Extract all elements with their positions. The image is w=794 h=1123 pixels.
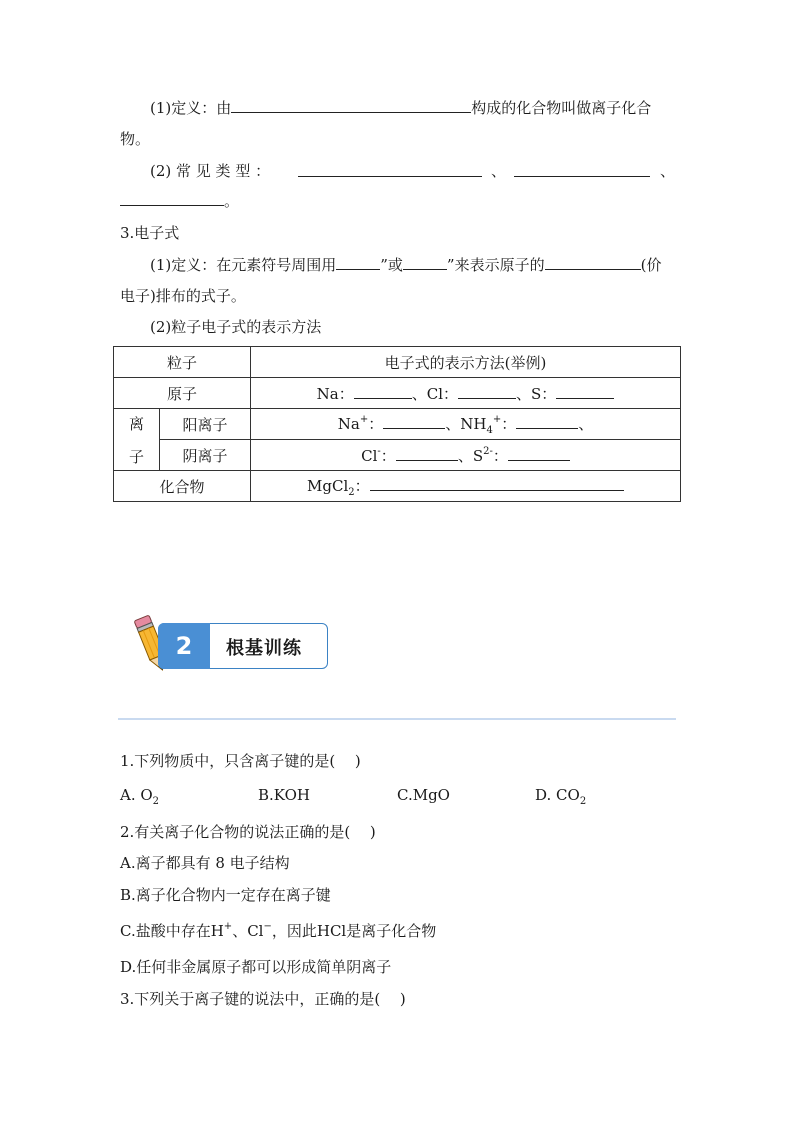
row-label: 原子 [114,378,251,409]
banner-title: 根基训练 [226,638,302,659]
answer-blank[interactable] [120,191,224,206]
question-stem: 2.有关离子化合物的说法正确的是( ) [120,823,376,841]
table-row [114,471,681,502]
table-cell: Na： 、Cl： 、S： [251,378,681,409]
subheading: (2)粒子电子式的表示方法 [150,318,322,336]
option-a[interactable]: A. $O_2$ [120,786,160,807]
answer-blank[interactable] [396,446,458,461]
option-d[interactable]: D.任何非金属原子都可以形成简单阴离子 [120,958,392,976]
section-heading: 3.电子式 [120,224,180,242]
answer-blank[interactable] [458,384,516,399]
table-cell: Na+： 、$NH_4^+$： 、 [251,409,681,440]
option-d[interactable]: D. $CO_2$ [535,786,587,807]
definition-cont: 物。 [120,130,151,148]
row-label: 阳离子 [160,409,251,440]
definition-line: (1)定义：由 构成的化合物叫做离子化合 [150,99,652,117]
option-a[interactable]: A.离子都具有 8 电子结构 [120,854,290,872]
types-line-2: 。 [120,190,239,211]
row-label: 离 子 [114,409,160,471]
electron-formula-table [113,346,681,502]
option-c[interactable]: C.盐酸中存在H+、Cl−，因此HCl是离子化合物 [120,921,437,940]
option-b[interactable]: B.离子化合物内一定存在离子键 [120,886,331,904]
answer-blank[interactable] [516,414,578,429]
table-row [114,378,681,409]
answer-blank[interactable] [508,446,570,461]
divider [118,718,676,720]
types-line: (2) 常 见 类 型 ： [150,162,271,180]
table-cell: MgCl$_2$： [251,471,681,502]
row-label: 化合物 [114,471,251,502]
row-label: 阴离子 [160,440,251,471]
answer-blank[interactable] [514,162,650,177]
table-header: 电子式的表示方法(举例) [251,347,681,378]
answer-blank[interactable] [354,384,412,399]
answer-blank[interactable] [403,255,447,270]
answer-blank[interactable] [336,255,380,270]
question-stem: 3.下列关于离子键的说法中，正确的是( ) [120,990,406,1008]
table-cell: Cl-： 、$S^{2-}$： [251,440,681,471]
table-header: 粒子 [114,347,251,378]
answer-blank[interactable] [370,476,624,491]
table-row [114,409,681,440]
option-c[interactable]: C.MgO [397,786,450,804]
answer-blank[interactable] [545,255,641,270]
answer-blank[interactable] [298,162,482,177]
electron-def-line: (1)定义：在元素符号周围用 ”或 ”来表示原子的 (价 [150,256,662,274]
electron-def-cont: 电子)排布的式子。 [120,287,246,305]
answer-blank[interactable] [231,98,471,113]
option-b[interactable]: B.KOH [258,786,310,804]
question-stem: 1.下列物质中，只含离子键的是( ) [120,752,361,770]
answer-blank[interactable] [556,384,614,399]
table-header-row [114,347,681,378]
banner-number: 2 [158,623,210,669]
answer-blank[interactable] [383,414,445,429]
table-row [114,440,681,471]
